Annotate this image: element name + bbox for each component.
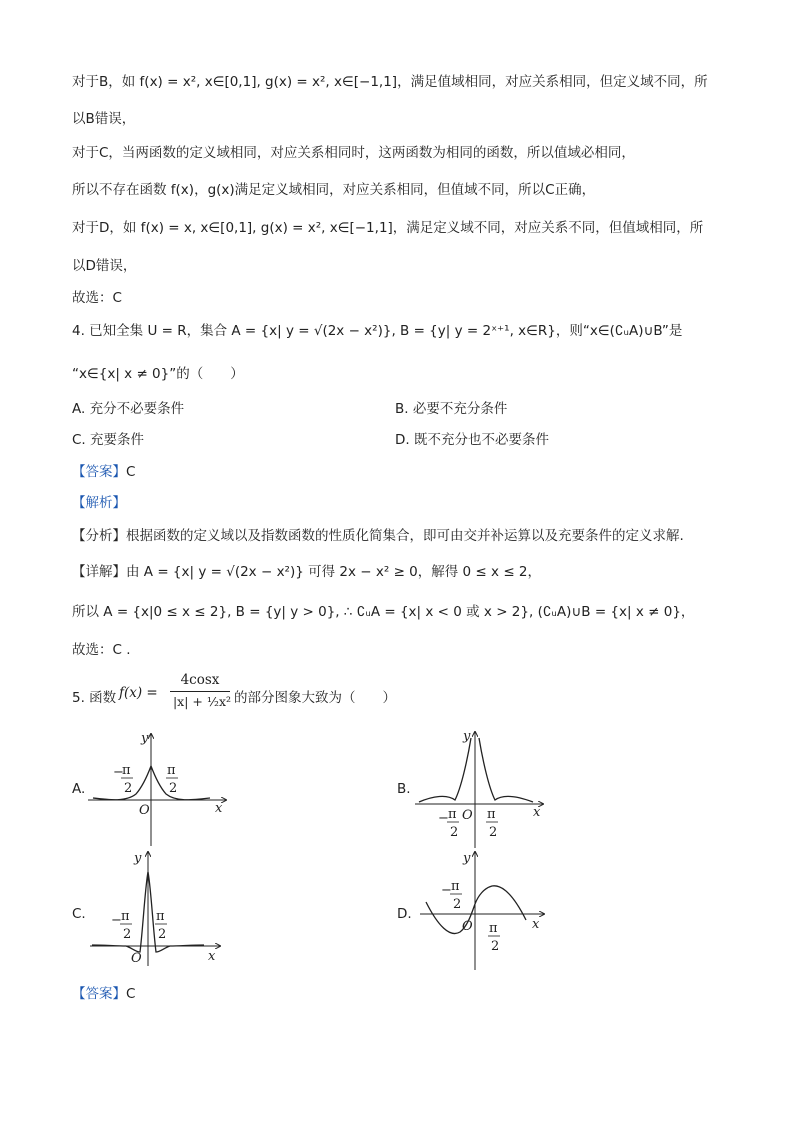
answer-value: C — [126, 986, 136, 1002]
xiangjie-tag: 【详解】 — [72, 564, 126, 580]
question-5-stem: 5. 函数 f(x) = 4cosx |x| + ½x² 的部分图象大致为（ ） — [72, 672, 396, 709]
graph-label-c: C. — [72, 906, 86, 922]
graph-label-b: B. — [397, 781, 411, 797]
answer-value: C — [126, 464, 136, 480]
curve-left — [419, 738, 471, 802]
text-line: 对于B，如 f(x) = x², x∈[0,1], g(x) = x², x∈[−1,1]，满足值域相同，对应关系相同，但定义域不同，所 — [72, 74, 708, 90]
pi-label: π — [121, 909, 130, 924]
y-label: y — [463, 851, 471, 866]
neg-sign: − — [111, 913, 122, 928]
text-line: 对于C，当两函数的定义域相同，对应关系相同时，这两函数为相同的函数，所以值域必相同， — [72, 145, 635, 161]
origin-label: O — [462, 808, 473, 823]
fraction-bar — [170, 691, 230, 692]
text-line: 对于D，如 f(x) = x, x∈[0,1], g(x) = x², x∈[−1,1]，满足定义域不同，对应关系不同，但值域相同，所 — [72, 220, 704, 236]
fenxi-tag: 【分析】 — [72, 528, 126, 544]
text-line: 以B错误， — [72, 111, 136, 127]
graph-a — [88, 728, 238, 853]
option-c: C. 充要条件 — [72, 432, 145, 448]
neg-sign: − — [441, 883, 452, 898]
fraction-numerator: 4cosx — [180, 672, 220, 688]
question-4-stem: 4. 已知全集 U = R，集合 A = {x| y = √(2x − x²)}, B = {y| y = 2ˣ⁺¹, x∈R}，则“x∈(∁ᵤA)∪B”是 — [72, 323, 683, 339]
xiangjie-text: 由 A = {x| y = √(2x − x²)} 可得 2x − x² ≥ 0，解得 0 ≤ x ≤ 2， — [126, 564, 542, 580]
graph-label-a: A. — [72, 781, 86, 797]
answer-tag: 【答案】 — [72, 986, 126, 1002]
question-4-stem-cont: “x∈{x| x ≠ 0}”的（ ） — [72, 366, 244, 382]
conclusion-line: 故选：C . — [72, 642, 131, 658]
option-a: A. 充分不必要条件 — [72, 401, 185, 417]
y-label: y — [463, 729, 471, 744]
answer-line — [72, 984, 135, 1004]
pi-label: π — [167, 763, 176, 778]
text-line: 故选：C — [72, 290, 122, 306]
fenxi-text: 根据函数的定义域以及指数函数的性质化简集合，即可由交并补运算以及充要条件的定义求解. — [126, 528, 684, 544]
x-label: x — [208, 949, 216, 964]
answer-line — [72, 462, 135, 482]
curve-right — [479, 738, 533, 802]
curve-left — [92, 872, 148, 952]
option-b: B. 必要不充分条件 — [395, 401, 508, 417]
solution-line: 所以 A = {x|0 ≤ x ≤ 2}, B = {y| y > 0}, ∴ ∁ᵤA = {x| x < 0 或 x > 2}, (∁ᵤA)∪B = {x| x ≠ 0}， — [72, 604, 695, 620]
pi-label: π — [122, 763, 131, 778]
text-line: 以D错误， — [72, 258, 137, 274]
x-label: x — [532, 917, 540, 932]
x-label: x — [215, 801, 223, 816]
two-label: 2 — [453, 897, 462, 912]
graph-b — [415, 728, 555, 853]
origin-label: O — [131, 951, 142, 966]
text-line: 所以不存在函数 f(x)，g(x)满足定义域相同，对应关系相同，但值域不同，所以C正确， — [72, 182, 596, 198]
neg-sign: − — [438, 811, 449, 826]
two-label: 2 — [169, 781, 178, 796]
graph-label-d: D. — [397, 906, 412, 922]
graph-d — [420, 848, 560, 973]
two-label: 2 — [123, 927, 132, 942]
pi-label: π — [451, 879, 460, 894]
two-label: 2 — [124, 781, 133, 796]
fraction-denominator: |x| + ½x² — [172, 694, 232, 709]
two-label: 2 — [450, 825, 459, 840]
origin-label: O — [139, 803, 150, 818]
analysis-tag: 【解析】 — [72, 495, 126, 511]
option-d: D. 既不充分也不必要条件 — [395, 432, 549, 448]
y-label: y — [134, 851, 142, 866]
answer-tag: 【答案】 — [72, 464, 126, 480]
neg-sign: − — [113, 765, 124, 780]
pi-label: π — [489, 921, 498, 936]
x-label: x — [533, 805, 541, 820]
y-label: y — [141, 731, 149, 746]
origin-label: O — [462, 919, 473, 934]
pi-label: π — [156, 909, 165, 924]
graph-c — [90, 848, 230, 973]
xiangjie-line — [72, 562, 541, 582]
two-label: 2 — [158, 927, 167, 942]
pi-label: π — [448, 807, 457, 822]
two-label: 2 — [491, 939, 500, 954]
fenxi-line — [72, 526, 684, 546]
pi-label: π — [487, 807, 496, 822]
two-label: 2 — [489, 825, 498, 840]
